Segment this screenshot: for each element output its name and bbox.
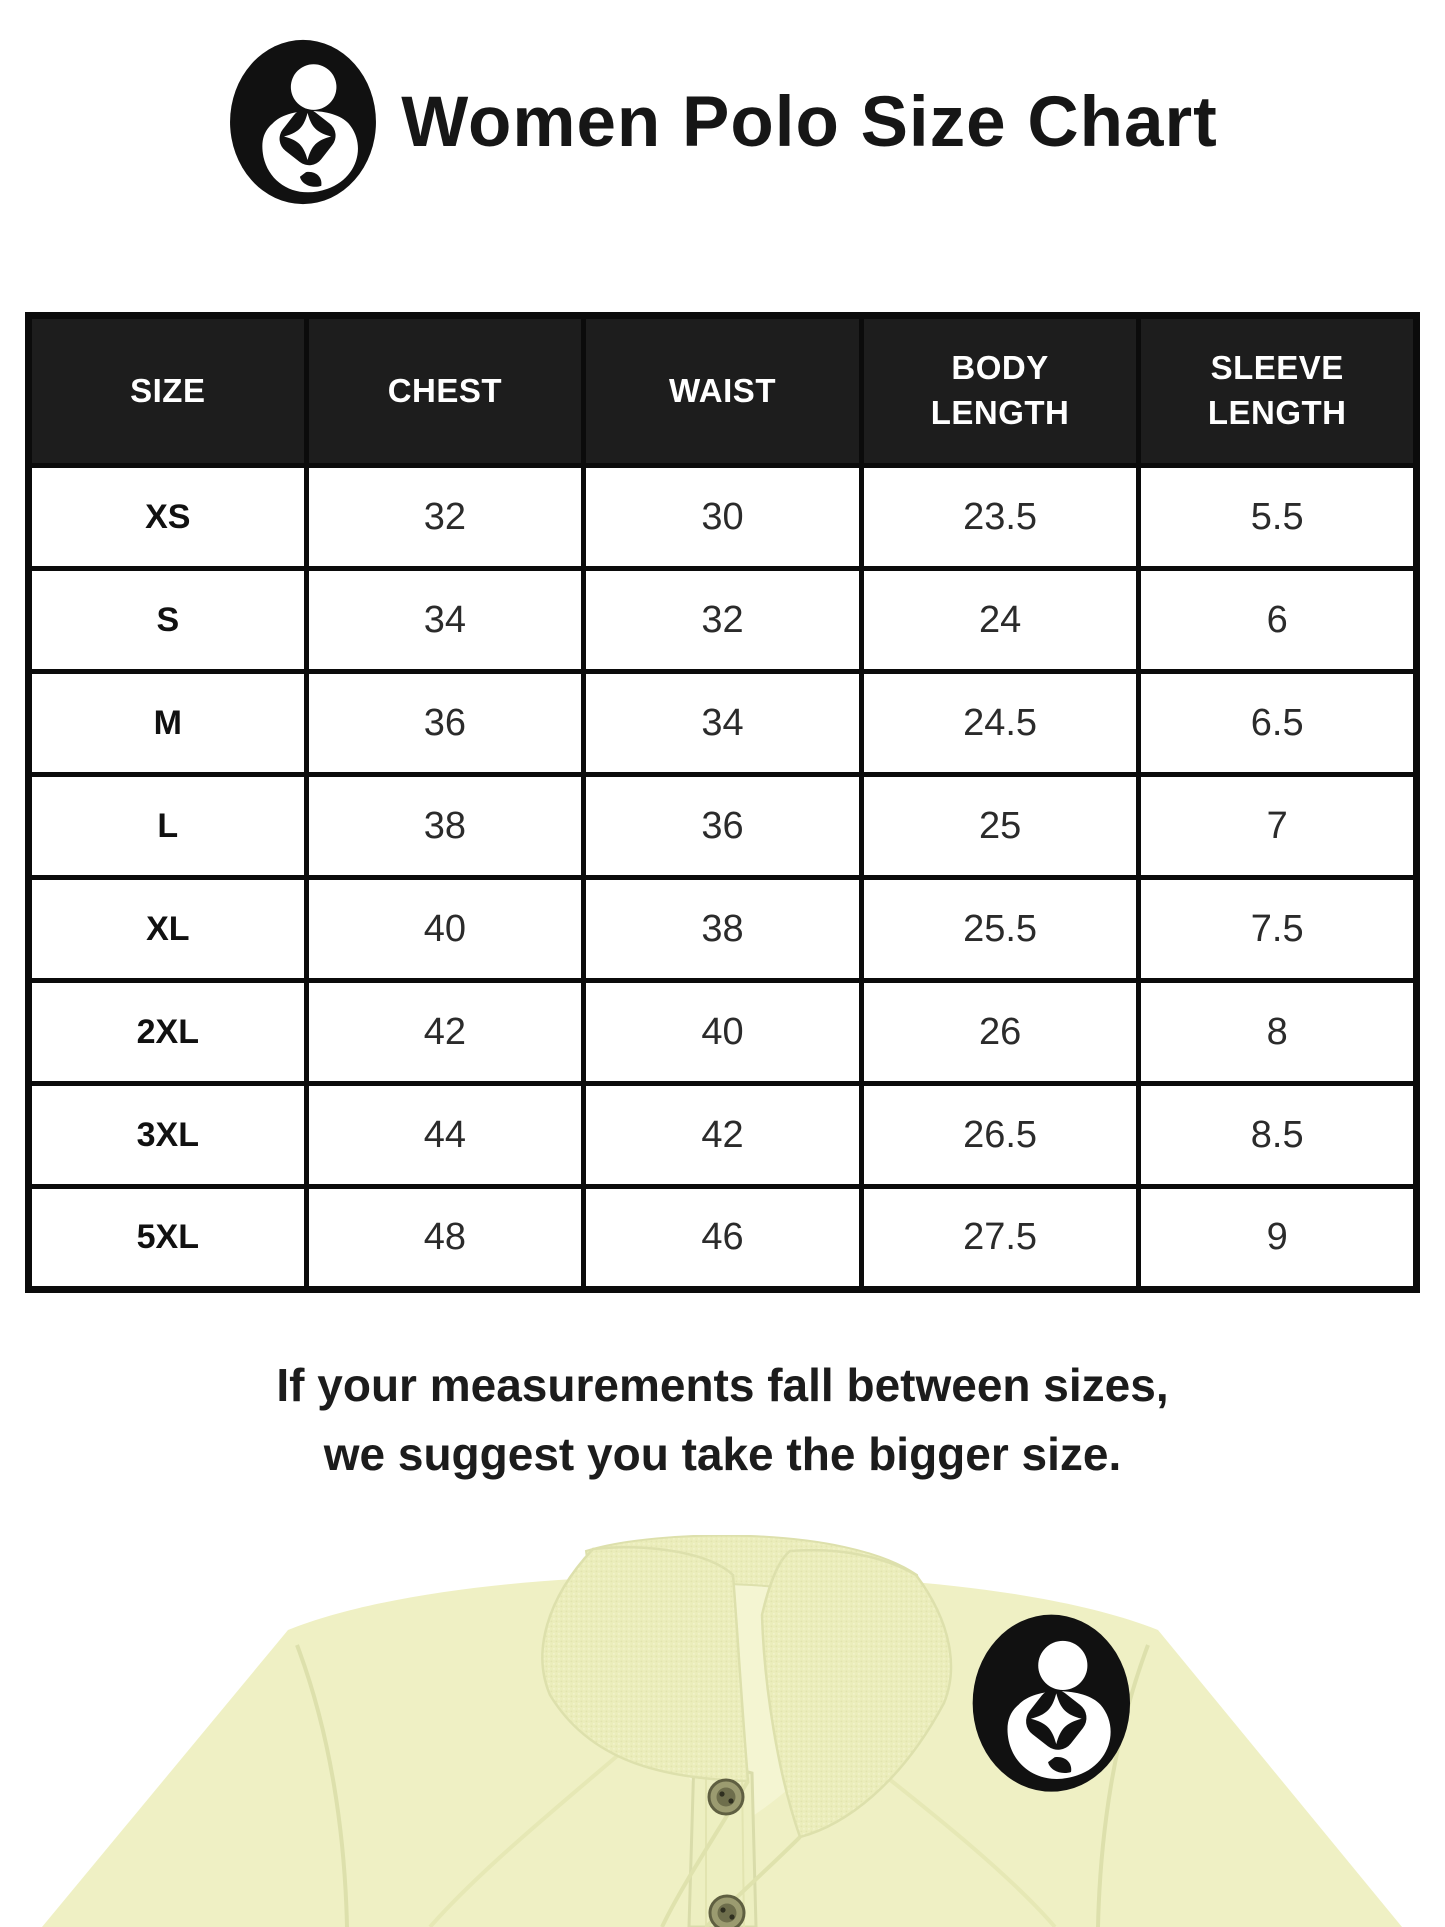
polo-shirt-photo [0, 1535, 1445, 1927]
value-cell: 48 [306, 1187, 584, 1290]
col-header-body-length: BODY LENGTH [861, 316, 1139, 466]
value-cell: 30 [584, 466, 862, 569]
table-row [29, 775, 1417, 878]
value-cell: 7 [1139, 775, 1417, 878]
placket-button-2 [710, 1896, 744, 1927]
value-cell: 26 [861, 981, 1139, 1084]
value-cell: 38 [584, 878, 862, 981]
fit-note [0, 1351, 1445, 1489]
polo-shirt-illustration [0, 1535, 1445, 1927]
brand-header [0, 0, 1445, 208]
value-cell: 46 [584, 1187, 862, 1290]
table-row [29, 569, 1417, 672]
table-row [29, 672, 1417, 775]
value-cell: 23.5 [861, 466, 1139, 569]
col-header-size: SIZE [29, 316, 307, 466]
col-header-chest: CHEST [306, 316, 584, 466]
value-cell: 24.5 [861, 672, 1139, 775]
value-cell: 34 [306, 569, 584, 672]
value-cell: 40 [306, 878, 584, 981]
size-cell: L [29, 775, 307, 878]
size-cell: XL [29, 878, 307, 981]
size-cell: S [29, 569, 307, 672]
brand-logo-icon [227, 38, 379, 206]
table-row [29, 878, 1417, 981]
table-row [29, 1187, 1417, 1290]
value-cell: 9 [1139, 1187, 1417, 1290]
value-cell: 32 [306, 466, 584, 569]
header-row [29, 316, 1417, 466]
value-cell: 6.5 [1139, 672, 1417, 775]
size-table [25, 312, 1420, 1293]
value-cell: 36 [306, 672, 584, 775]
value-cell: 42 [584, 1084, 862, 1187]
neck-label-brand-icon [973, 1615, 1130, 1792]
value-cell: 36 [584, 775, 862, 878]
value-cell: 42 [306, 981, 584, 1084]
size-cell: 5XL [29, 1187, 307, 1290]
page-title: Women Polo Size Chart [401, 82, 1218, 162]
value-cell: 27.5 [861, 1187, 1139, 1290]
value-cell: 25 [861, 775, 1139, 878]
size-cell: 3XL [29, 1084, 307, 1187]
value-cell: 32 [584, 569, 862, 672]
placket-button-1 [709, 1780, 743, 1814]
value-cell: 25.5 [861, 878, 1139, 981]
size-table-header [29, 316, 1417, 466]
size-cell: M [29, 672, 307, 775]
value-cell: 26.5 [861, 1084, 1139, 1187]
size-cell: XS [29, 466, 307, 569]
value-cell: 24 [861, 569, 1139, 672]
value-cell: 34 [584, 672, 862, 775]
table-row [29, 466, 1417, 569]
fit-note-line-1: If your measurements fall between sizes, [276, 1359, 1169, 1411]
value-cell: 44 [306, 1084, 584, 1187]
value-cell: 8.5 [1139, 1084, 1417, 1187]
table-row [29, 1084, 1417, 1187]
value-cell: 8 [1139, 981, 1417, 1084]
value-cell: 6 [1139, 569, 1417, 672]
value-cell: 7.5 [1139, 878, 1417, 981]
value-cell: 38 [306, 775, 584, 878]
col-header-waist: WAIST [584, 316, 862, 466]
value-cell: 40 [584, 981, 862, 1084]
size-cell: 2XL [29, 981, 307, 1084]
table-row [29, 981, 1417, 1084]
fit-note-line-2: we suggest you take the bigger size. [323, 1428, 1122, 1480]
value-cell: 5.5 [1139, 466, 1417, 569]
col-header-sleeve-length: SLEEVE LENGTH [1139, 316, 1417, 466]
